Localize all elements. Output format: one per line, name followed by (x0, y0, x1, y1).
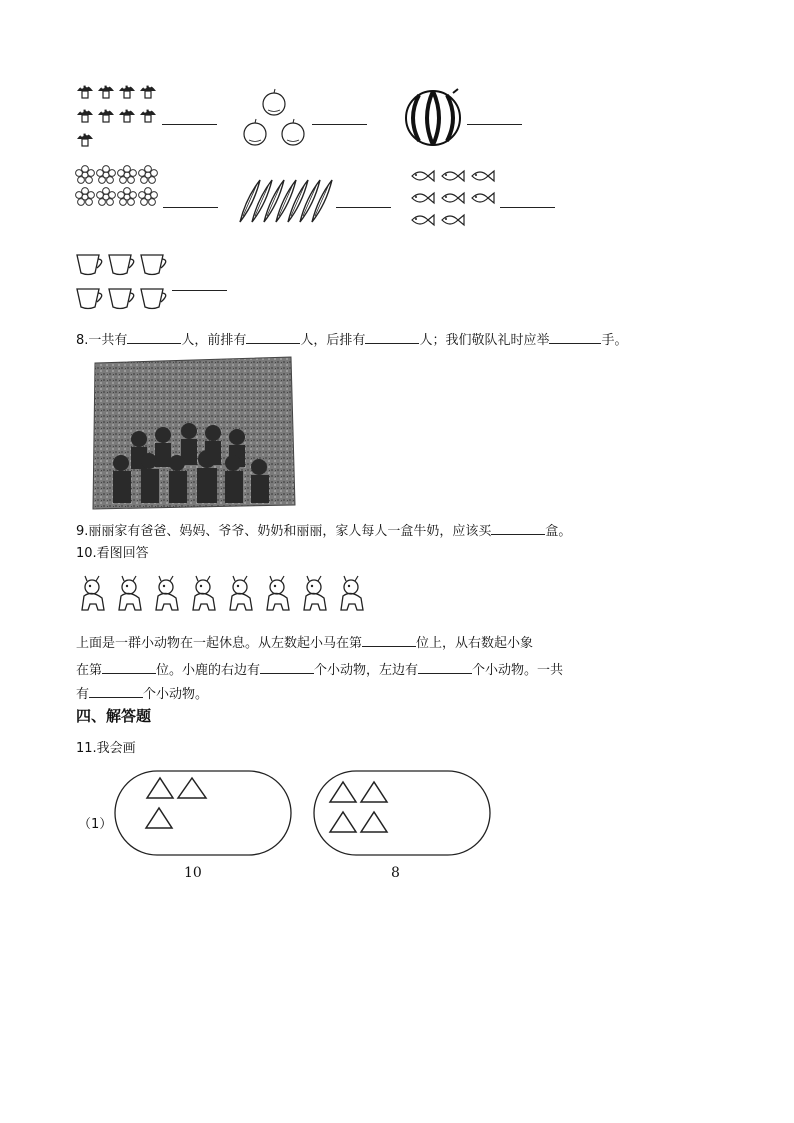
cup-icon (109, 255, 134, 275)
mushroom-icon (77, 133, 93, 146)
q10-text: 位上，从右数起小象 (416, 636, 534, 651)
fish-icon (412, 193, 434, 203)
mushroom-icon (98, 109, 114, 122)
q10-text: 个小动物。 (143, 687, 209, 702)
triangle-shape (361, 782, 387, 802)
q10-text: 个小动物，左边有 (314, 663, 419, 678)
answer-blank (467, 124, 522, 125)
deer-icon (156, 576, 178, 610)
box-1-number: 10 (184, 865, 202, 881)
flower-icon (97, 188, 116, 206)
fish-icon (412, 171, 434, 181)
question-10-line3 (76, 683, 208, 704)
flower-icon (118, 166, 137, 184)
mushroom-icon (140, 109, 156, 122)
q8-blank-hand[interactable] (549, 329, 601, 344)
cup-icon (109, 289, 134, 309)
q8-text: 手。 (601, 333, 628, 348)
triangle-shape (147, 778, 173, 798)
mushroom-icon (77, 85, 93, 98)
triangle-shape (361, 812, 387, 832)
drawing-box-2[interactable] (313, 770, 493, 858)
answer-blank (163, 207, 218, 208)
cup-icon (77, 255, 102, 275)
cup-icon (77, 289, 102, 309)
box-2-number: 8 (391, 865, 400, 881)
question-10-line1 (76, 632, 533, 653)
q10-blank-left[interactable] (418, 659, 472, 674)
question-10-title: 10.看图回答 (76, 546, 149, 561)
q8-text: 人；我们敬队礼时应举 (419, 333, 550, 348)
drawing-box-1[interactable] (114, 770, 294, 858)
apple-icon (244, 119, 266, 145)
horse-icon (193, 576, 215, 610)
q10-blank-total[interactable] (89, 683, 143, 698)
question-10-line2 (76, 659, 563, 680)
q8-text: 人，后排有 (300, 333, 366, 348)
q10-text: 位。小鹿的右边有 (156, 663, 261, 678)
fish-icon (442, 171, 464, 181)
fish-icon (472, 171, 494, 181)
q10-text: 个小动物。一共 (472, 663, 564, 678)
answer-blank (172, 290, 227, 291)
answer-blank (162, 124, 217, 125)
q10-blank-right[interactable] (260, 659, 314, 674)
answer-blank (336, 207, 391, 208)
bean-pod-group (240, 178, 336, 226)
watermelon-icon (403, 88, 465, 148)
question-11-part-label: （1） (78, 817, 113, 832)
question-11-title: 11.我会画 (76, 741, 136, 756)
q10-blank-elephant[interactable] (102, 659, 156, 674)
flower-icon (118, 188, 137, 206)
q9-text: 9.丽丽家有爸爸、妈妈、爷爷、奶奶和丽丽，家人每人一盒牛奶，应该买 (76, 524, 492, 539)
q8-blank-front[interactable] (246, 329, 300, 344)
mushroom-icon (77, 109, 93, 122)
flower-group (76, 166, 164, 234)
apple-icon (263, 89, 285, 115)
mushroom-icon (140, 85, 156, 98)
triangle-shape (330, 782, 356, 802)
elephant-icon (230, 576, 252, 610)
answer-blank (312, 124, 367, 125)
lion-icon (341, 576, 363, 610)
fish-icon (472, 193, 494, 203)
fish-group (410, 168, 502, 236)
q10-text: 有 (76, 687, 90, 702)
flower-icon (139, 166, 158, 184)
group-photo (91, 355, 297, 513)
triangle-shape (178, 778, 206, 798)
cup-group (76, 252, 172, 318)
q8-text: 人，前排有 (181, 333, 247, 348)
triangle-shape (330, 812, 356, 832)
section-title: 四、解答题 (76, 707, 152, 725)
monkey-icon (304, 576, 326, 610)
apple-group (240, 88, 310, 150)
fish-icon (442, 215, 464, 225)
q8-blank-total[interactable] (127, 329, 181, 344)
bird-icon (119, 576, 141, 610)
cup-icon (141, 289, 166, 309)
cup-icon (141, 255, 166, 275)
question-9 (76, 520, 571, 541)
q9-blank[interactable] (491, 520, 545, 535)
q10-blank-horse[interactable] (362, 632, 416, 647)
mushroom-icon (119, 109, 135, 122)
fish-icon (442, 193, 464, 203)
q10-text: 在第 (76, 663, 103, 678)
flower-icon (76, 166, 95, 184)
mushroom-icon (119, 85, 135, 98)
triangle-shape (146, 808, 172, 828)
q8-blank-back[interactable] (365, 329, 419, 344)
flower-icon (76, 188, 95, 206)
flower-icon (97, 166, 116, 184)
animal-row (76, 574, 376, 618)
apple-icon (282, 119, 304, 145)
mushroom-group (76, 82, 162, 154)
mushroom-icon (98, 85, 114, 98)
rabbit-icon (82, 576, 104, 610)
question-8 (76, 329, 627, 350)
q8-text: 8.一共有 (76, 333, 128, 348)
frog-icon (267, 576, 289, 610)
flower-icon (139, 188, 158, 206)
q10-text: 上面是一群小动物在一起休息。从左数起小马在第 (76, 636, 363, 651)
fish-icon (412, 215, 434, 225)
answer-blank (500, 207, 555, 208)
q9-text: 盒。 (545, 524, 572, 539)
